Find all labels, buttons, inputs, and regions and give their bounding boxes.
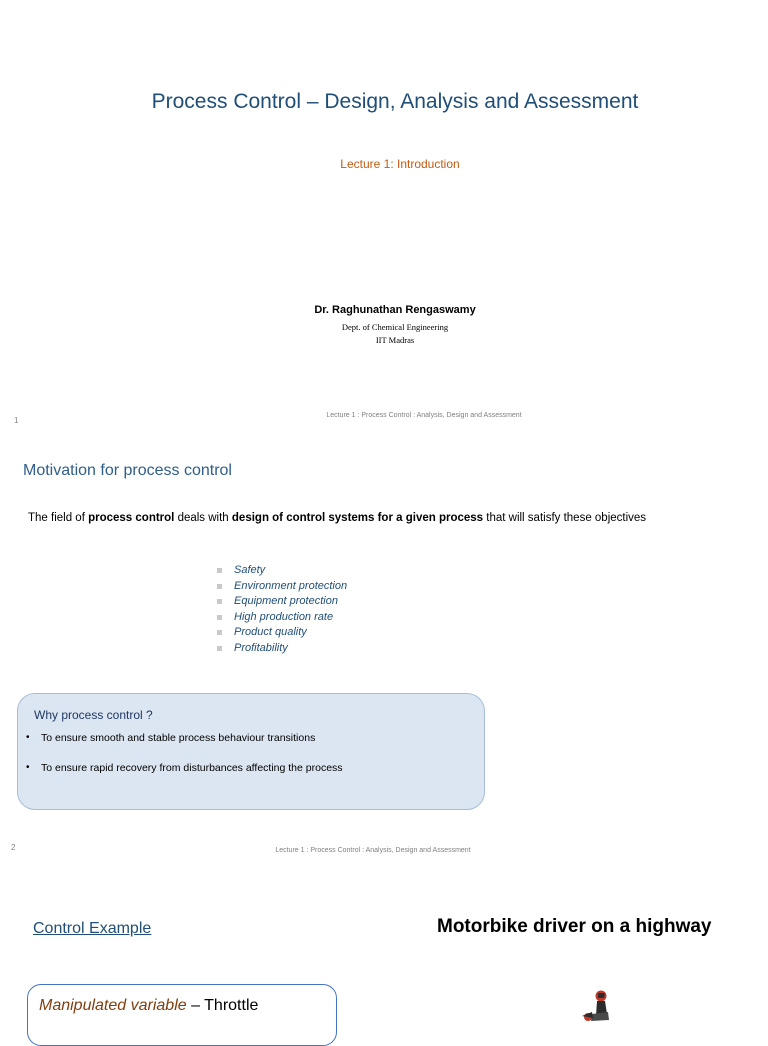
list-item-label: Equipment protection (234, 595, 338, 607)
lecture-subtitle: Lecture 1: Introduction (340, 157, 460, 171)
slide-3 (0, 862, 768, 1024)
list-item (215, 563, 347, 579)
list-item (215, 641, 347, 657)
intro-text-1: The field of (28, 512, 89, 524)
square-bullet-icon (217, 568, 222, 573)
list-item (215, 594, 347, 610)
mv-text (39, 997, 258, 1015)
mv-separator: – (186, 997, 205, 1014)
mv-value: Throttle (204, 997, 259, 1014)
slide-1 (0, 0, 768, 430)
objectives-list (215, 563, 347, 656)
bullet-icon: • (26, 762, 30, 773)
list-item (22, 732, 343, 744)
author-name: Dr. Raghunathan Rengaswamy (314, 304, 476, 316)
why-list (22, 732, 343, 774)
list-item-label: Product quality (234, 626, 307, 638)
list-item (22, 762, 343, 774)
list-item-label: Profitability (234, 641, 288, 654)
square-bullet-icon (217, 584, 222, 589)
intro-paragraph (28, 512, 646, 524)
square-bullet-icon (217, 599, 222, 604)
intro-bold-2: design of control systems for a given process (231, 512, 484, 524)
motorbike-rider-icon (574, 990, 614, 1024)
slide-2 (0, 430, 768, 862)
slide-heading: Control Example (33, 920, 152, 937)
intro-text-3: that will satisfy these objectives (483, 512, 647, 524)
slide-heading: Motivation for process control (23, 462, 232, 479)
list-item-label: To ensure rapid recovery from disturbances affecting the process (41, 762, 343, 774)
list-item-label: To ensure smooth and stable process behaviour transitions (41, 732, 316, 744)
box-title: Why process control ? (34, 708, 153, 722)
square-bullet-icon (217, 646, 222, 651)
why-process-control-box (17, 693, 485, 810)
list-item (215, 610, 347, 626)
bullet-icon: • (26, 732, 30, 743)
slide-footer: Lecture 1 : Process Control : Analysis, Design and Assessment (275, 847, 471, 854)
intro-text-2: deals with (174, 512, 232, 524)
list-item-label: Safety (234, 564, 266, 576)
square-bullet-icon (217, 615, 222, 620)
list-item-label: High production rate (234, 610, 334, 623)
page-number: 2 (11, 843, 16, 852)
list-item-label: Environment protection (234, 579, 348, 592)
mv-label: Manipulated variable (39, 997, 187, 1014)
slide-footer: Lecture 1 : Process Control : Analysis, Design and Assessment (326, 412, 522, 419)
slide-title: Process Control – Design, Analysis and Assessment (151, 90, 639, 113)
author-department: Dept. of Chemical Engineering (341, 322, 449, 332)
manipulated-variable-box (27, 984, 337, 1046)
intro-bold-1: process control (88, 512, 175, 524)
list-item (215, 625, 347, 641)
list-item (215, 579, 347, 595)
page-number: 1 (14, 416, 19, 425)
square-bullet-icon (217, 630, 222, 635)
illustration-title: Motorbike driver on a highway (437, 916, 712, 937)
author-institute: IIT Madras (375, 335, 415, 345)
